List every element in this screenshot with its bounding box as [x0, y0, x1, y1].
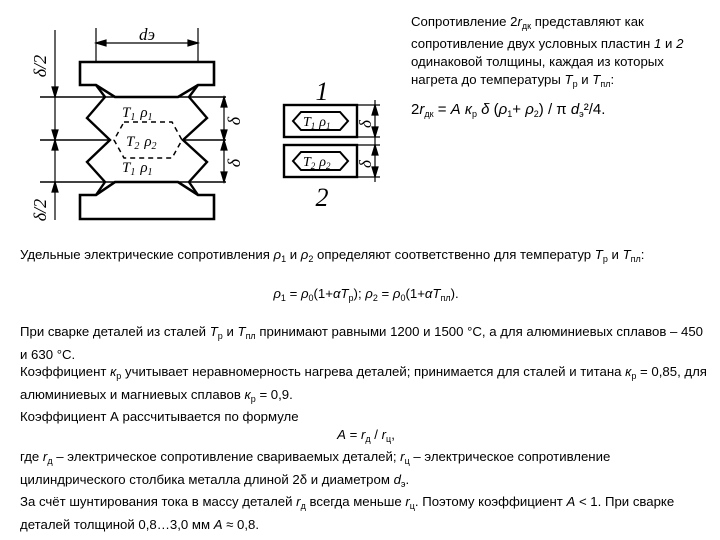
- paragraph-coefficient-a: Коэффициент А рассчитывается по формуле: [20, 409, 299, 424]
- label-delta-plate-2: δ: [356, 160, 375, 168]
- paragraph-temperatures: При сварке деталей из сталей $T_р$ и $T_{пл}$ принимают равными 1200 и 1500 °С, а для алюминиевых сплавов – 450 и 630 °С.: [20, 324, 703, 362]
- plate-1-label: $T_1$ $\rho_1$: [303, 115, 331, 131]
- label-half-delta-bottom: δ/2: [30, 198, 50, 222]
- label-half-delta-top: δ/2: [30, 54, 50, 78]
- plate-2-number: 2: [315, 183, 329, 212]
- welding-diagram: [0, 0, 400, 235]
- label-delta-main-1: δ: [224, 116, 244, 126]
- paragraph-resistivity: Удельные электрические сопротивления $\rho_1$ и $\rho_2$ определяют соответственно для температур $T_р$ и $T_{пл}$:: [20, 247, 645, 264]
- plate-2-label: $T_2$ $\rho_2$: [303, 155, 331, 171]
- formula-resistivity: $\rho_1 = \rho_0(1+\alpha T_р)$; $\rho_2 = \rho_0(1+\alpha T_{пл})$.: [273, 285, 459, 303]
- plate-1-number: 1: [315, 77, 329, 106]
- label-row-3: $T_1$ $\rho_1$: [122, 160, 153, 178]
- label-row-2: $T_2$ $\rho_2$: [126, 134, 157, 152]
- formula-coefficient-a: $A = r_д / r_ц$,: [337, 426, 395, 444]
- description: Сопротивление $2r_{дк}$ представляют как сопротивление двух условных пластин 1 и 2 одинаковой толщины, каждая из которых нагрета до температуры $T_р$ и $T_{пл}$:: [411, 14, 684, 89]
- dimension-plates: [357, 100, 380, 182]
- paragraph-coefficient-k: Коэффициент $к_р$ учитывает неравномерность нагрева деталей; принимается для сталей и титана $к_р = 0,85$, для алюминиевых и магниевых сплавов $к_р = 0,9$.: [20, 364, 707, 404]
- label-de: dэ: [139, 25, 155, 44]
- dimension-left: [52, 30, 58, 220]
- paragraph-shunting: За счёт шунтирования тока в массу деталей $r_д$ всегда меньше $r_ц$. Поэтому коэффициент A < 1. При сварке деталей толщиной 0,8…3,0 мм A ≈ 0,8.: [20, 494, 675, 532]
- label-delta-main-2: δ: [224, 158, 244, 168]
- formula-resistance: $2r_{дк} = A$ $к_р$ δ $(\rho_1+ \rho_2) / \pi$ $d_э^2/4$.: [411, 101, 606, 119]
- label-delta-plate-1: δ: [356, 120, 375, 128]
- body-text: [20, 246, 712, 533]
- paragraph-where: где $r_д$ – электрическое сопротивление свариваемых деталей; $r_ц$ – электрическое сопротивление цилиндрического столбика металла длиной 2δ и диаметром $d_э$.: [20, 449, 611, 489]
- label-row-1: $T_1$ $\rho_1$: [122, 105, 153, 123]
